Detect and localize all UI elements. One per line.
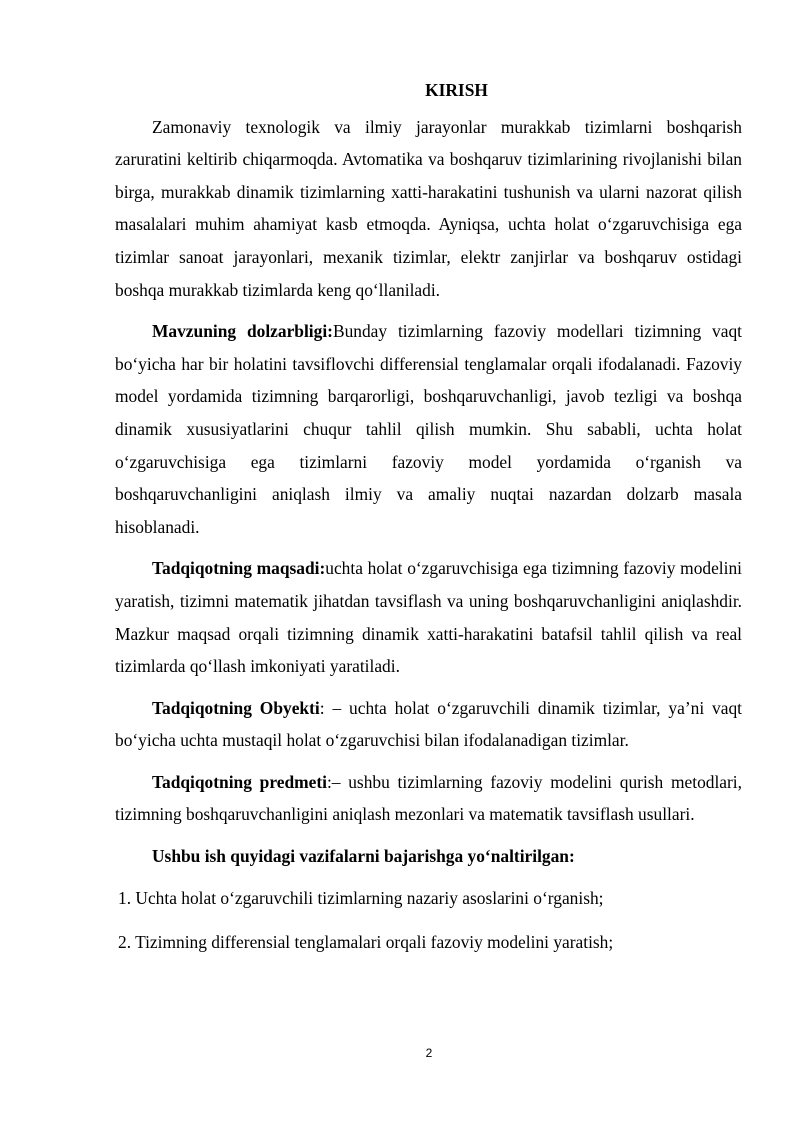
object-text: : – uchta holat o‘zgaruvchili dinamik tizimlar, ya’ni vaqt bo‘yicha uchta mustaqil holat o‘zgaruvchisi bilan ifodalanadigan tizimlar.: [115, 697, 742, 751]
subject-text: :– ushbu tizimlarning fazoviy modelini qurish metodlari, tizimning boshqaruvchanligini aniqlash mezonlari va matematik tavsiflash usullari.: [115, 771, 742, 825]
list-item: 2. Tizimning differensial tenglamalari orqali fazoviy modelini yaratish;: [118, 932, 614, 953]
tasks-list: [115, 882, 742, 959]
page-content: [115, 74, 742, 971]
goal-text: uchta holat o‘zgaruvchisiga ega tizimning fazoviy modelini yaratish, tizimni matematik jihatdan tavsiflash va uning boshqaruvchanligini aniqlashdir. Mazkur maqsad orqali tizimning dinamik xatti-harakatini batafsil tahlil qilish va real tizimlarda qo‘llash imkoniyati yaratiladi.: [115, 558, 742, 677]
page-number: 2: [425, 1046, 433, 1060]
subject-paragraph: [115, 766, 742, 831]
relevance-text: Bunday tizimlarning fazoviy modellari tizimning vaqt bo‘yicha har bir holatini tavsiflovchi differensial tenglamalar orqali ifodalanadi. Fazoviy model yordamida tizimning barqarorligi, boshqaruvchanligi, javob tezligi va boshqa dinamik xususiyatlarini chuqur tahlil qilish mumkin. Shu sababli, uchta holat o‘zgaruvchisiga ega tizimlarni fazoviy model yordamida o‘rganish va boshqaruvchanligini aniqlash ilmiy va amaliy nuqtai nazardan dolzarb masala hisoblanadi.: [115, 321, 742, 537]
goal-paragraph: [115, 552, 742, 682]
object-label: Tadqiqotning Obyekti: [152, 697, 320, 718]
object-paragraph: [115, 692, 742, 757]
section-title: KIRISH: [425, 80, 488, 100]
intro-paragraph: Zamonaviy texnologik va ilmiy jarayonlar murakkab tizimlarni boshqarish zaruratini keltirib chiqarmoqda. Avtomatika va boshqaruv tizimlarining rivojlanishi bilan birga, murakkab dinamik tizimlarning xatti-harakatini tushunish va ularni nazorat qilish masalalari muhim ahamiyat kasb etmoqda. Ayniqsa, uchta holat o‘zgaruvchisiga ega tizimlar sanoat jarayonlari, mexanik tizimlar, elektr zanjirlar va boshqaruv ostidagi boshqa murakkab tizimlarda keng qo‘llaniladi.: [115, 116, 742, 300]
tasks-heading: Ushbu ish quyidagi vazifalarni bajarishga yo‘naltirilgan:: [152, 846, 575, 867]
relevance-paragraph: [115, 315, 742, 543]
relevance-label: Mavzuning dolzarbligi:: [152, 321, 333, 342]
subject-label: Tadqiqotning predmeti: [152, 771, 327, 792]
list-item: 1. Uchta holat o‘zgaruvchili tizimlarning nazariy asoslarini o‘rganish;: [118, 887, 604, 908]
goal-label: Tadqiqotning maqsadi:: [152, 558, 326, 579]
